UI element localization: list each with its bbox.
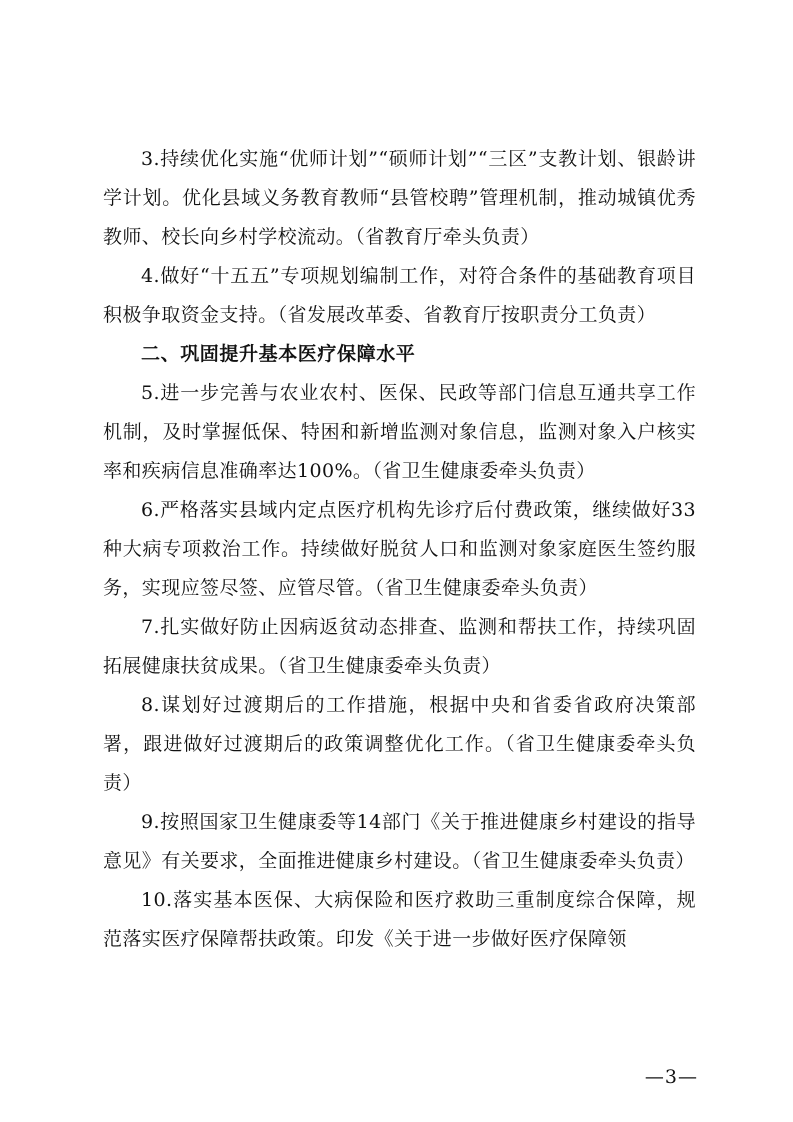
- section-heading: 二、巩固提升基本医疗保障水平: [141, 343, 416, 365]
- paragraph-item-10: 10.落实基本医保、大病保险和医疗救助三重制度综合保障，规范落实医疗保障帮扶政策。印发《关于进一步做好医疗保障领: [103, 889, 696, 950]
- paragraph-item-3: 3.持续优化实施“优师计划”“硕师计划”“三区”支教计划、银龄讲学计划。优化县域义务教育教师“县管校聘”管理机制，推动城镇优秀教师、校长向乡村学校流动。（省教育厅牵头负责）: [103, 148, 696, 248]
- paragraph-item-4: 4.做好“十五五”专项规划编制工作，对符合条件的基础教育项目积极争取资金支持。（省发展改革委、省教育厅按职责分工负责）: [103, 265, 696, 326]
- document-body: [103, 140, 696, 959]
- paragraph-item-6: 6.严格落实县域内定点医疗机构先诊疗后付费政策，继续做好33种大病专项救治工作。持续做好脱贫人口和监测对象家庭医生签约服务，实现应签尽签、应管尽管。（省卫生健康委牵头负责）: [103, 499, 696, 599]
- paragraph-item-8: 8.谋划好过渡期后的工作措施，根据中央和省委省政府决策部署，跟进做好过渡期后的政策调整优化工作。（省卫生健康委牵头负责）: [103, 694, 696, 794]
- page-number: —3—: [644, 1066, 698, 1088]
- paragraph-item-9: 9.按照国家卫生健康委等14部门《关于推进健康乡村建设的指导意见》有关要求，全面推进健康乡村建设。（省卫生健康委牵头负责）: [103, 811, 696, 872]
- paragraph-item-5: 5.进一步完善与农业农村、医保、民政等部门信息互通共享工作机制，及时掌握低保、特困和新增监测对象信息，监测对象入户核实率和疾病信息准确率达100%。（省卫生健康委牵头负责）: [103, 382, 696, 482]
- paragraph-item-7: 7.扎实做好防止因病返贫动态排查、监测和帮扶工作，持续巩固拓展健康扶贫成果。（省卫生健康委牵头负责）: [103, 616, 696, 677]
